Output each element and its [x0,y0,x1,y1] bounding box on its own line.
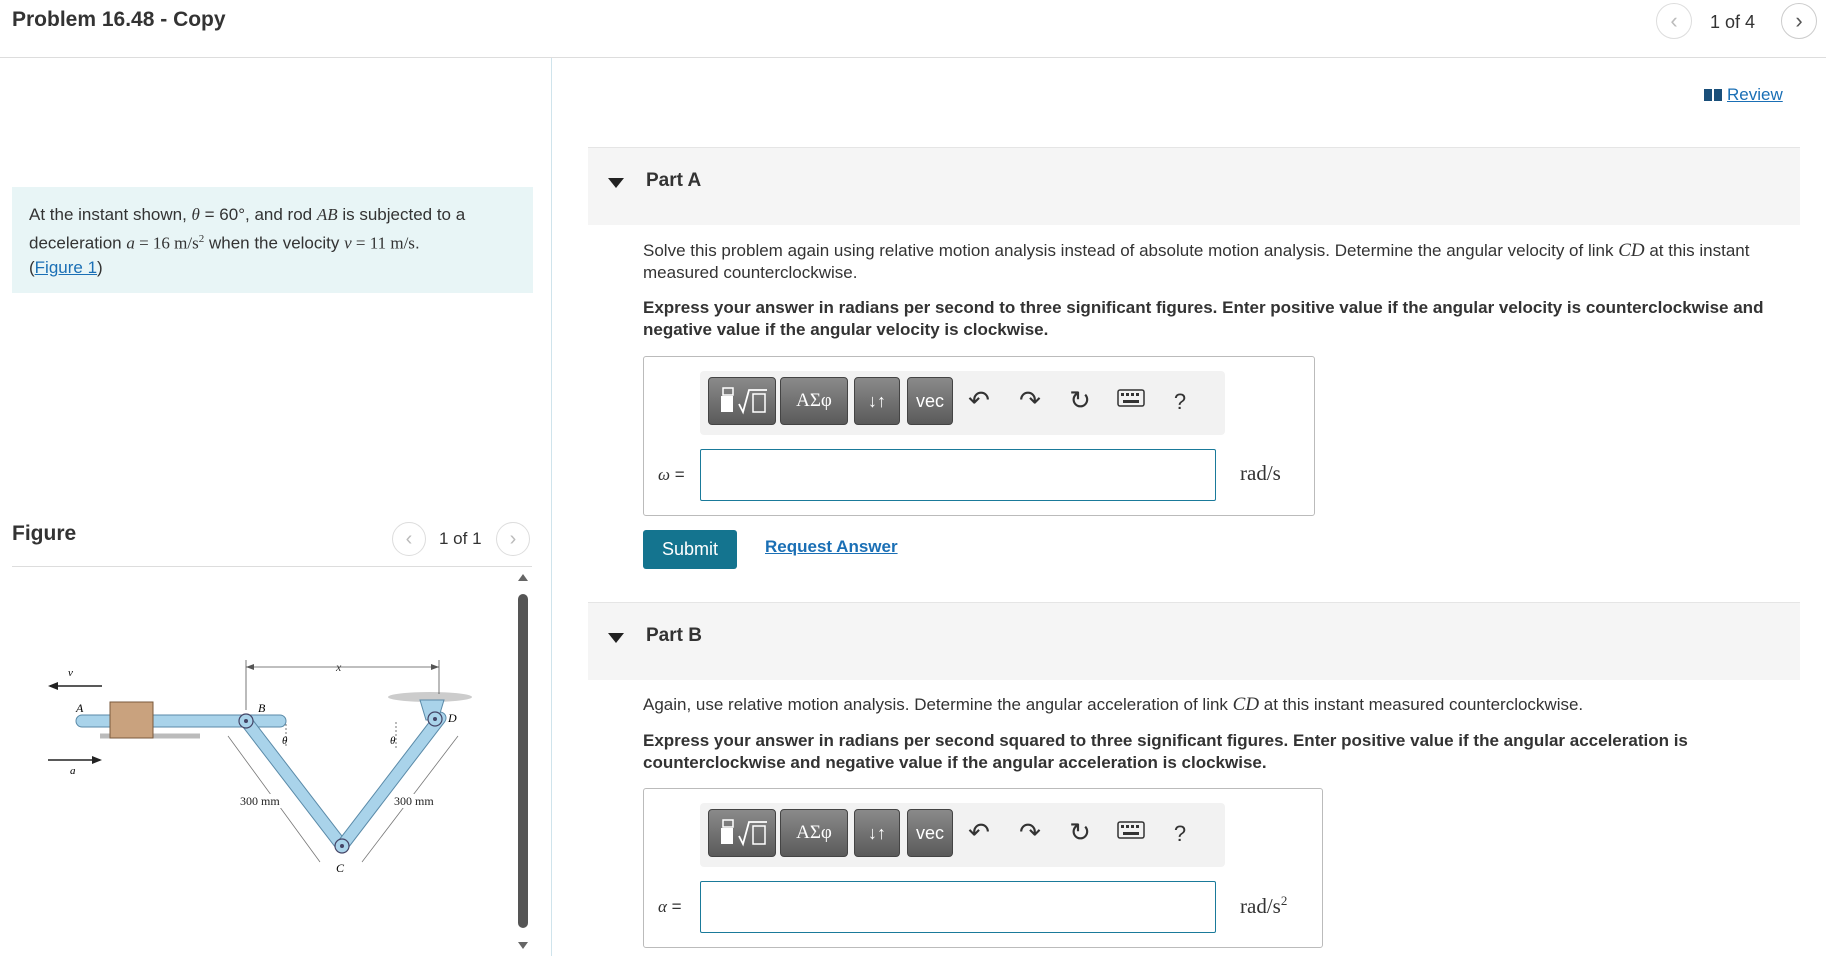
label-300mm-left: 300 mm [240,794,280,808]
help-button[interactable]: ? [1173,389,1187,414]
omega-input[interactable] [700,449,1216,501]
chevron-left-icon: ‹ [405,527,413,550]
templates-button[interactable] [708,809,776,857]
submit-button[interactable]: Submit [643,530,737,569]
part-a-instruction: Express your answer in radians per second to three significant figures. Enter positive value if the angular velocity is counterclockwise and negative value if the angular velocity is clockwise. [643,298,1764,339]
chevron-left-icon: ‹ [1670,8,1678,33]
part-b-instruction: Express your answer in radians per second squared to three significant figures. Enter positive value if the angular acceleration is counterclockwise and negative value if the angular acceleration is clockwise. [643,731,1688,772]
templates-icon [715,818,769,848]
problem-intro: At the instant shown, θ = 60°, and rod AB is subjected to a deceleration a = 16 $m/s^2$ when the velocity v = 11 m/s. (Figure 1) [12,187,533,293]
templates-button[interactable] [708,377,776,425]
greek-symbols-button[interactable]: ΑΣφ [780,809,848,857]
math-toolbar [700,371,1225,435]
part-b-question: Again, use relative motion analysis. Determine the angular acceleration of link CD at this instant measured counterclockwise. [643,694,1584,715]
figure-next-button[interactable] [496,522,530,556]
alpha-input[interactable] [700,881,1216,933]
figure-prev-button[interactable] [392,522,426,556]
pane-divider[interactable] [551,58,552,956]
label-A: A [76,701,84,715]
part-b-label: Part B [646,625,702,646]
part-b-answer-box [643,788,1323,948]
label-x: x [336,660,342,674]
templates-icon [715,386,769,416]
label-B: B [258,701,266,715]
alpha-label: α = [658,897,682,916]
redo-icon[interactable]: ↷ [1019,817,1041,847]
greek-symbols-button[interactable]: ΑΣφ [780,377,848,425]
part-a-label: Part A [646,170,702,191]
alpha-unit: rad/$s^2$ [1240,893,1288,918]
label-a: a [70,765,76,777]
undo-icon[interactable]: ↶ [968,385,990,415]
book-icon [1703,88,1723,102]
collapse-triangle-icon [608,633,624,643]
undo-icon[interactable]: ↶ [968,817,990,847]
omega-label: ω = [658,465,685,484]
top-bar [0,0,1826,58]
label-D: D [448,711,457,725]
keyboard-icon[interactable] [1114,389,1148,413]
label-300mm-right: 300 mm [394,794,434,808]
omega-unit: rad/s [1240,461,1281,485]
label-theta-left: θ [282,735,288,747]
reset-icon[interactable]: ↻ [1069,817,1091,847]
reset-icon[interactable]: ↻ [1069,385,1091,415]
mechanism-figure [40,650,490,890]
label-v: v [68,667,73,679]
part-a-answer-box [643,356,1315,516]
request-answer-link[interactable]: Request Answer [765,537,898,556]
keyboard-icon[interactable] [1114,821,1148,845]
part-a-header[interactable] [588,147,1800,225]
slider-block [110,702,153,738]
scroll-up-arrow[interactable] [518,574,528,581]
figure-scroll-thumb[interactable] [518,594,528,928]
velocity-arrowhead [48,682,58,690]
subscript-superscript-button[interactable]: ↓↑ [854,809,900,857]
review-link[interactable]: Review [1703,85,1783,105]
collapse-triangle-icon [608,178,624,188]
figure-1-link[interactable]: Figure 1 [34,257,98,277]
figure-counter: 1 of 1 [439,529,482,548]
figure-divider [12,566,532,567]
vector-button[interactable]: vec [907,809,953,857]
acceleration-arrowhead [92,756,102,764]
math-toolbar [700,803,1225,867]
previous-problem-button[interactable] [1656,3,1692,39]
redo-icon[interactable]: ↷ [1019,385,1041,415]
problem-page-counter: 1 of 4 [1710,12,1756,32]
figure-heading: Figure [12,522,77,545]
link-bc [246,721,342,846]
next-problem-button[interactable] [1781,3,1817,39]
vector-button[interactable]: vec [907,377,953,425]
problem-title: Problem 16.48 - Copy [12,8,226,31]
label-C: C [336,861,345,875]
scroll-down-arrow[interactable] [518,942,528,949]
label-theta-right: θ [390,735,396,747]
chevron-right-icon: › [1795,8,1803,33]
chevron-right-icon: › [509,527,517,550]
part-b-header[interactable] [588,602,1800,680]
subscript-superscript-button[interactable]: ↓↑ [854,377,900,425]
part-a-question: Solve this problem again using relative motion analysis instead of absolute motion analysis. Determine the angular velocity of link CD at this instant measured counterclockwise. [643,240,1750,282]
help-button[interactable]: ? [1173,821,1187,846]
